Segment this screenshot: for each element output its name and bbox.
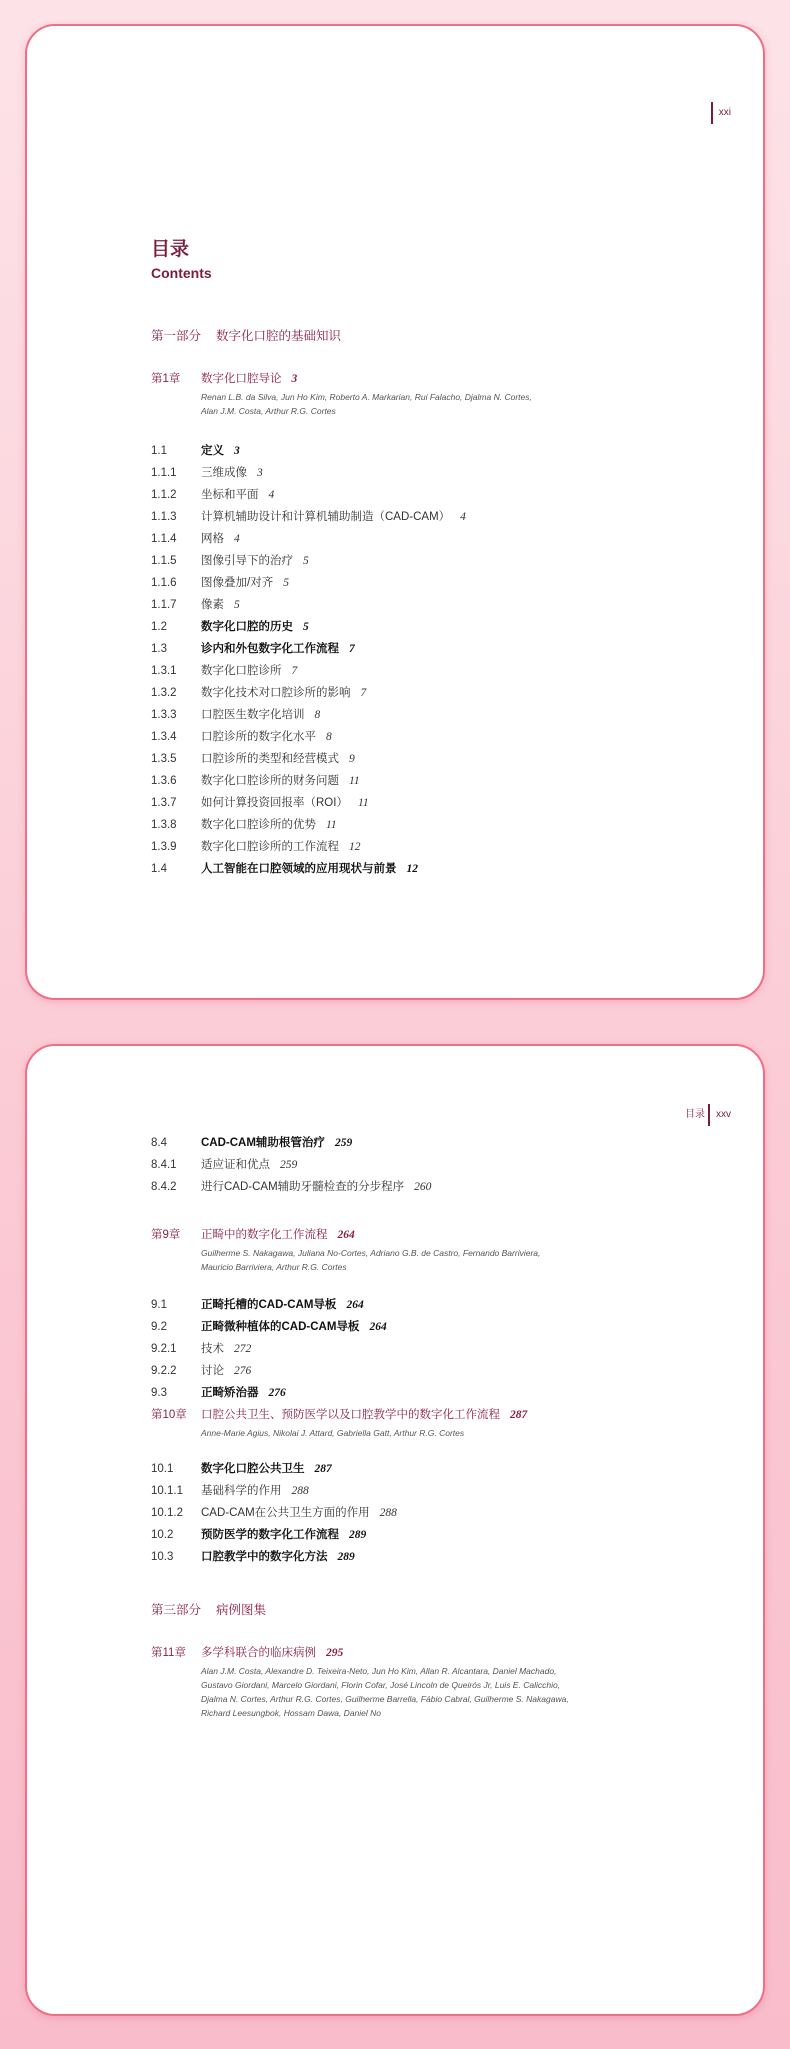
entry-number: 10.2 [151,1529,174,1541]
part-number: 第一部分 [151,329,202,343]
chapter-authors [201,1664,723,1720]
chapter-entry[interactable] [151,1226,723,1274]
author-line: Djalma N. Cortes, Arthur R.G. Cortes, Guilherme Barrella, Fábio Cabral, Guilherme S. Nakagawa, [201,1694,569,1704]
entry-title: 数字化技术对口腔诊所的影响 [201,687,351,699]
part-heading[interactable] [151,1600,723,1618]
toc-entry[interactable] [151,1316,723,1338]
toc-entry[interactable] [151,748,723,770]
entry-number: 9.1 [151,1299,167,1311]
entry-title: 网格 [201,533,224,545]
page-folio-label: 目录 [685,1109,705,1120]
toc-entry[interactable] [151,682,723,704]
section-list [151,1132,723,1198]
entry-page: 264 [346,1299,364,1311]
toc-heading [151,234,723,281]
entry-page: 276 [268,1387,286,1399]
entry-title: 正畸矫治器 [201,1387,259,1399]
entry-number: 1.3.5 [151,753,177,765]
entry-page: 289 [337,1551,355,1563]
entry-number: 1.3.9 [151,841,177,853]
entry-number: 10.1.1 [151,1485,183,1497]
entry-number: 8.4.2 [151,1181,177,1193]
chapter-number: 第11章 [151,1647,186,1659]
toc-entry[interactable] [151,1360,723,1382]
toc-entry[interactable] [151,1176,723,1198]
toc-entry[interactable] [151,726,723,748]
entry-number: 8.4.1 [151,1159,177,1171]
author-line: Richard Leesungbok, Hossam Dawa, Daniel No [201,1708,382,1718]
section-list [151,1458,723,1568]
part-number: 第三部分 [151,1603,202,1617]
entry-title: 图像叠加/对齐 [201,577,274,589]
chapter-number: 第1章 [151,373,181,385]
entry-page: 4 [460,511,466,523]
page-folio: xxi [711,102,731,124]
toc-entry[interactable] [151,1524,723,1546]
entry-page: 9 [349,753,355,765]
toc-entry[interactable] [151,572,723,594]
entry-page: 8 [326,731,332,743]
toc-title-cn: 目录 [151,239,190,260]
entry-title: 数字化口腔诊所的财务问题 [201,775,339,787]
entry-page: 259 [280,1159,298,1171]
toc-entry[interactable] [151,1338,723,1360]
entry-number: 1.1.2 [151,489,177,501]
entry-page: 5 [303,555,309,567]
toc-entry[interactable] [151,506,723,528]
entry-title: 诊内和外包数字化工作流程 [201,643,339,655]
author-line: Alan J.M. Costa, Alexandre D. Teixeira-Neto, Jun Ho Kim, Allan R. Alcantara, Daniel Machado, [201,1666,557,1676]
entry-page: 259 [334,1137,353,1149]
entry-page: 11 [357,797,369,809]
entry-title: 数字化口腔诊所的优势 [201,819,316,831]
part-heading[interactable] [151,326,723,344]
entry-page: 276 [234,1365,252,1377]
entry-number: 1.1.3 [151,511,177,523]
entry-number: 1.1.4 [151,533,177,545]
entry-title: 正畸微种植体的CAD-CAM导板 [201,1321,360,1333]
toc-entry[interactable] [151,1294,723,1316]
entry-page: 5 [303,621,309,633]
page-folio: xxv [708,1104,731,1126]
entry-title: 进行CAD-CAM辅助牙髓检查的分步程序 [201,1181,405,1193]
entry-page: 289 [349,1529,367,1541]
chapter-title: 正畸中的数字化工作流程 [201,1229,328,1241]
entry-number: 9.2.2 [151,1365,177,1377]
author-line: Guilherme S. Nakagawa, Juliana No-Cortes, Adriano G.B. de Castro, Fernando Barriviera, [201,1248,541,1258]
toc-entry[interactable] [151,462,723,484]
entry-title: 图像引导下的治疗 [201,555,293,567]
toc-title-en: Contents [151,265,212,281]
entry-number: 9.2.1 [151,1343,177,1355]
entry-page: 8 [314,709,321,721]
toc-page-xxv [25,1044,765,2016]
entry-title: 技术 [201,1343,224,1355]
chapter-page: 264 [337,1229,355,1241]
entry-title: 三维成像 [201,467,247,479]
entry-number: 1.3.2 [151,687,177,699]
toc-entry[interactable] [151,638,723,660]
entry-number: 1.1.5 [151,555,177,567]
part-title: 病例图集 [216,1603,267,1617]
entry-number: 8.4 [151,1137,167,1149]
chapter-page: 3 [291,373,298,385]
toc-entry[interactable] [151,616,723,638]
entry-page: 288 [291,1485,309,1497]
toc-page-xxi [25,24,765,1000]
entry-number: 1.3.1 [151,665,177,677]
entry-page: 5 [283,577,289,589]
entry-number: 1.2 [151,621,167,633]
entry-page: 5 [234,599,240,611]
entry-number: 1.3.7 [151,797,177,809]
entry-number: 1.3.4 [151,731,177,743]
entry-title: 坐标和平面 [201,489,259,501]
section-list [151,440,723,880]
entry-page: 272 [234,1343,252,1355]
entry-title: 像素 [201,599,224,611]
entry-title: 基础科学的作用 [201,1485,282,1497]
entry-title: 数字化口腔公共卫生 [201,1463,305,1475]
entry-page: 4 [268,489,275,501]
entry-page: 7 [349,643,355,655]
entry-page: 11 [326,819,337,831]
chapter-title: 多学科联合的临床病例 [201,1647,316,1659]
toc-entry[interactable] [151,704,723,726]
entry-title: 数字化口腔诊所的工作流程 [201,841,339,853]
toc-entry[interactable] [151,1132,723,1154]
entry-title: CAD-CAM辅助根管治疗 [201,1137,325,1149]
author-line: Mauricio Barriviera, Arthur R.G. Cortes [201,1262,347,1272]
entry-page: 7 [291,665,298,677]
entry-number: 10.3 [151,1551,174,1563]
entry-title: 数字化口腔的历史 [201,621,293,633]
entry-page: 260 [414,1181,432,1193]
toc-entry[interactable] [151,770,723,792]
author-line: Anne-Marie Agius, Nikolai J. Attard, Gabriella Gatt, Arthur R.G. Cortes [201,1428,465,1438]
toc-entry[interactable] [151,1480,723,1502]
chapter-authors [201,390,723,418]
entry-title: 定义 [201,445,224,457]
toc-entry[interactable] [151,528,723,550]
entry-title: 口腔教学中的数字化方法 [201,1551,328,1563]
entry-page: 11 [349,775,360,787]
author-line: Renan L.B. da Silva, Jun Ho Kim, Roberto A. Markarian, Rui Falacho, Djalma N. Cortes, [201,392,532,402]
entry-number: 1.3.3 [151,709,177,721]
entry-page: 4 [234,533,240,545]
part-title: 数字化口腔的基础知识 [216,329,342,343]
entry-title: CAD-CAM在公共卫生方面的作用 [201,1507,370,1519]
entry-number: 1.1.6 [151,577,177,589]
toc-entry[interactable] [151,1382,723,1404]
toc-entry[interactable] [151,660,723,682]
entry-number: 9.3 [151,1387,167,1399]
entry-number: 10.1.2 [151,1507,183,1519]
entry-page: 264 [369,1321,387,1333]
entry-title: 人工智能在口腔领域的应用现状与前景 [201,863,397,875]
entry-page: 3 [234,445,240,457]
toc-entry[interactable] [151,550,723,572]
entry-title: 如何计算投资回报率（ROI） [201,797,348,809]
author-line: Alan J.M. Costa, Arthur R.G. Cortes [201,406,336,416]
entry-page: 12 [349,841,361,853]
entry-title: 预防医学的数字化工作流程 [201,1529,339,1541]
entry-page: 3 [257,467,263,479]
entry-number: 9.2 [151,1321,167,1333]
entry-page: 288 [379,1507,397,1519]
chapter-title: 口腔公共卫生、预防医学以及口腔教学中的数字化工作流程 [201,1409,500,1421]
toc-entry[interactable] [151,792,723,814]
chapter-title: 数字化口腔导论 [201,373,282,385]
entry-page: 7 [360,687,367,699]
chapter-entry[interactable] [151,1406,723,1440]
entry-title: 口腔医生数字化培训 [201,709,305,721]
toc-entry[interactable] [151,440,723,462]
entry-page: 12 [406,863,418,875]
entry-title: 适应证和优点 [201,1159,270,1171]
entry-title: 数字化口腔诊所 [201,665,282,677]
chapter-page: 287 [510,1409,528,1421]
author-line: Gustavo Giordani, Marcelo Giordani, Florin Cofar, José Lincoln de Queirós Jr, Luis E. Calicchio, [201,1680,561,1690]
chapter-authors [201,1246,723,1274]
entry-number: 1.3.8 [151,819,177,831]
entry-title: 正畸托槽的CAD-CAM导板 [201,1299,337,1311]
entry-number: 1.1.1 [151,467,177,479]
entry-number: 1.1.7 [151,599,177,611]
chapter-entry[interactable] [151,1644,723,1720]
chapter-page: 295 [326,1647,344,1659]
chapter-number: 第10章 [151,1409,187,1421]
entry-title: 讨论 [201,1365,224,1377]
toc-entry[interactable] [151,814,723,836]
entry-number: 10.1 [151,1463,174,1475]
entry-number: 1.4 [151,863,167,875]
toc-entry[interactable] [151,858,723,880]
entry-title: 计算机辅助设计和计算机辅助制造（CAD-CAM） [201,511,451,523]
toc-entry[interactable] [151,594,723,616]
chapter-number: 第9章 [151,1229,181,1241]
section-list [151,1294,723,1404]
toc-entry[interactable] [151,484,723,506]
chapter-authors [201,1426,723,1440]
entry-number: 1.1 [151,445,167,457]
toc-entry[interactable] [151,1458,723,1480]
toc-entry[interactable] [151,1154,723,1176]
toc-entry[interactable] [151,1546,723,1568]
chapter-entry[interactable] [151,370,723,418]
entry-page: 287 [314,1463,332,1475]
entry-number: 1.3.6 [151,775,177,787]
entry-title: 口腔诊所的数字化水平 [201,731,316,743]
entry-number: 1.3 [151,643,167,655]
entry-title: 口腔诊所的类型和经营模式 [201,753,339,765]
toc-entry[interactable] [151,836,723,858]
toc-entry[interactable] [151,1502,723,1524]
